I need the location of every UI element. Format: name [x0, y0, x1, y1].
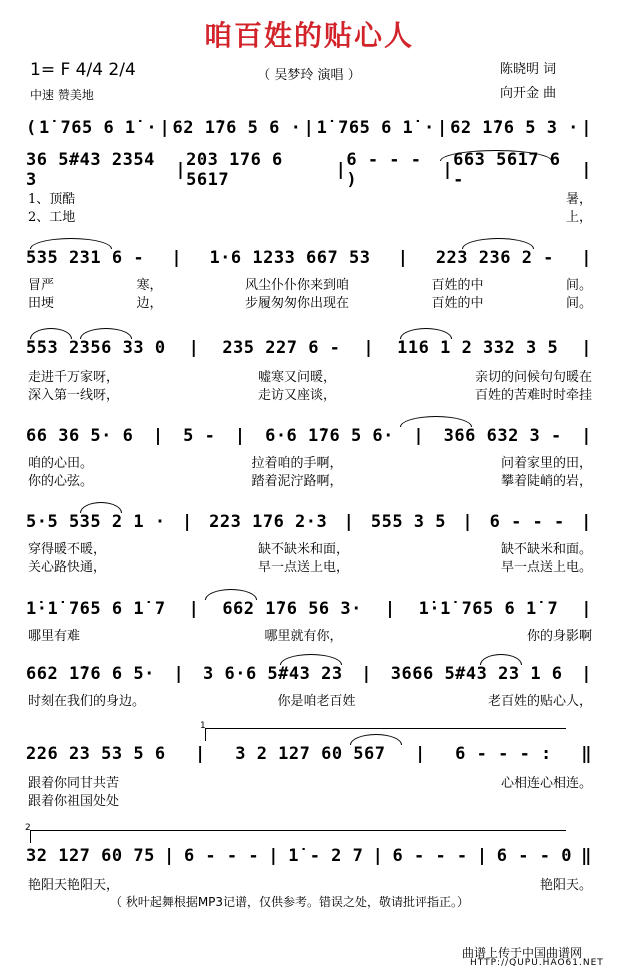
lyric-phrase: 时刻在我们的身边。 — [28, 694, 146, 709]
barline: | — [581, 664, 592, 684]
key-signature: 1= F 4/4 2/4 — [30, 60, 136, 80]
lyric-phrase: 田埂 — [28, 296, 55, 311]
measure: 3 6·6 5#43 23 — [203, 664, 343, 684]
tie-slur — [205, 589, 257, 600]
measure: 6·6 1̇76 5 6· — [265, 426, 394, 446]
notation-line — [26, 742, 592, 766]
barline: | — [581, 248, 592, 268]
barline: ‖ — [581, 744, 592, 764]
lyric-phrase: 你的心弦。 — [28, 474, 94, 489]
lyric-phrase: 嘘寒又问暖， — [257, 370, 336, 385]
barline: | — [171, 248, 183, 268]
source-url: HTTP://QUPU.HAO61.NET — [470, 958, 604, 968]
measure: 1̇·1̇ 765 6 1̇ 7 — [26, 599, 166, 619]
lyric-phrase: 跟着你同甘共苦 — [28, 776, 120, 791]
barline: | — [581, 160, 592, 180]
tie-slur — [400, 328, 452, 339]
barline: | — [181, 512, 193, 532]
barline: | — [188, 599, 200, 619]
lyric-phrase: 咱的心田。 — [28, 456, 94, 471]
lyric-phrase: 穿得暖不暖， — [28, 542, 107, 557]
lyric-phrase: 2、工地 — [28, 210, 76, 225]
singer-credit: （ 吴梦玲 演唱 ） — [257, 68, 361, 83]
measure: 1̇ 765 6 1̇ · — [39, 118, 158, 138]
lyricist-credit: 陈晓明 词 — [500, 62, 557, 77]
lyric-phrase: 早一点送上电。 — [500, 560, 592, 575]
tie-slur — [80, 502, 122, 513]
lyric-phrase: 步履匆匆你出现在 — [244, 296, 349, 311]
barline: | — [581, 118, 592, 138]
lyrics-verse-1 — [28, 538, 592, 557]
source-watermark: 曲谱上传于中国曲谱网 — [462, 946, 583, 960]
barline: | — [188, 338, 200, 358]
measure: 1·6 1233 667 53 — [209, 248, 371, 268]
barline: | — [335, 160, 347, 180]
tie-slur — [80, 328, 132, 339]
barline: ‖ — [581, 846, 592, 866]
lyric-phrase: 百姓的中 — [431, 278, 484, 293]
measure: 116 1 2 332 3 5 — [397, 338, 559, 358]
barline: | — [164, 846, 175, 866]
measure: 62 1̇76 5 6 · — [172, 118, 302, 138]
measure: 6 - - - : — [455, 744, 552, 764]
barline: | — [303, 118, 315, 138]
measure: 366 632 3 - — [443, 426, 562, 446]
barline: | — [462, 512, 474, 532]
measure: 36 5#43 2354 3 — [26, 150, 155, 190]
volta-bracket — [25, 823, 566, 843]
barline: | — [397, 248, 409, 268]
tie-slur — [30, 328, 72, 339]
lyric-phrase: 上， — [565, 210, 592, 225]
lyric-phrase: 缺不缺米和面。 — [500, 542, 592, 557]
notation-line — [26, 510, 592, 534]
tie-slur — [30, 238, 112, 249]
lyric-phrase: 哪里有难 — [28, 629, 81, 644]
lyric-phrase: 间。 — [565, 278, 592, 293]
measure: 235 227 6 - — [222, 338, 341, 358]
notation-line — [26, 424, 592, 448]
composer-credit: 向开金 曲 — [500, 86, 557, 101]
barline: | — [442, 160, 454, 180]
lyric-phrase: 哪里就有你， — [264, 629, 343, 644]
barline: | — [175, 160, 187, 180]
barline: | — [361, 664, 373, 684]
barline: | — [343, 512, 355, 532]
measure: 535 231 6 - — [26, 248, 145, 268]
measure: 226 23 53 5 6 — [26, 744, 166, 764]
tie-slur — [462, 238, 534, 249]
volta-number: 2 — [25, 823, 31, 833]
lyrics-verse-1 — [28, 772, 592, 791]
transcriber-footnote: （ 秋叶起舞根据MP3记谱，仅供参考。错误之处，敬请批评指正。） — [110, 895, 470, 909]
lyrics-verse-1 — [28, 452, 592, 471]
lyric-phrase: 1、顶酷 — [28, 192, 76, 207]
notation-line — [26, 597, 592, 621]
barline: | — [384, 599, 396, 619]
lyrics-verse-2 — [28, 384, 592, 403]
measure: 553 2356 33 0 — [26, 338, 166, 358]
notation-line — [26, 844, 592, 868]
barline: | — [195, 744, 206, 764]
lyrics-verse-1 — [28, 625, 592, 644]
barline: | — [581, 426, 592, 446]
measure: 1̇ 765 6 1̇ · — [316, 118, 435, 138]
measure: 32 127 60 75 — [26, 846, 155, 866]
barline: | — [159, 118, 171, 138]
lyric-phrase: 冒严 — [28, 278, 55, 293]
measure: 555 3 5 — [370, 512, 446, 532]
measure: 6 - - - — [489, 512, 565, 532]
lyric-phrase: 你的身影啊 — [526, 629, 592, 644]
tie-slur — [280, 654, 342, 665]
notation-line — [26, 336, 592, 360]
lyric-phrase: 寒， — [136, 278, 163, 293]
lyric-phrase: 心相连心相连。 — [500, 776, 592, 791]
barline: | — [173, 664, 185, 684]
barline: | — [581, 338, 592, 358]
lyric-phrase: 老百姓的贴心人， — [487, 694, 592, 709]
lyrics-verse-1 — [28, 874, 592, 893]
measure: ( — [26, 118, 37, 138]
volta-number: 1 — [200, 721, 206, 731]
lyric-phrase: 攀着陡峭的岩， — [500, 474, 592, 489]
measure: 662 1̇76 6 5· — [26, 664, 155, 684]
measure: 62 1̇76 5 3 · — [450, 118, 579, 138]
notation-line — [26, 246, 592, 270]
notation-line — [26, 662, 592, 686]
lyric-phrase: 亲切的问候句句暖在 — [474, 370, 592, 385]
barline: | — [152, 426, 164, 446]
notation-line — [26, 150, 592, 190]
lyric-phrase: 边， — [136, 296, 163, 311]
measure: 663 5617 6 - — [453, 150, 561, 190]
measure: 5·5 535 2 1 · — [26, 512, 166, 532]
barline: | — [413, 426, 425, 446]
lyrics-verse-1 — [28, 366, 592, 385]
lyric-phrase: 风尘仆仆你来到咱 — [244, 278, 349, 293]
lyrics-verse-2 — [28, 206, 592, 225]
lyrics-verse-2 — [28, 470, 592, 489]
lyric-phrase: 走访又座谈， — [257, 388, 336, 403]
measure: 6 - - 0 — [496, 846, 572, 866]
lyrics-verse-1 — [28, 274, 592, 293]
measure: 5 - — [183, 426, 216, 446]
lyric-phrase: 踏着泥泞路啊， — [251, 474, 343, 489]
barline: | — [581, 512, 592, 532]
lyric-phrase: 间。 — [565, 296, 592, 311]
lyric-phrase: 百姓的中 — [431, 296, 484, 311]
lyric-phrase: 深入第一线呀， — [28, 388, 120, 403]
measure: 6 - - - — [183, 846, 260, 866]
tie-slur — [480, 654, 522, 665]
measure: 1̇·1̇ 765 6 1̇ 7 — [418, 599, 559, 619]
measure: 662 1̇76 56 3· — [222, 599, 362, 619]
measure: 6 - - - — [392, 846, 468, 866]
lyric-phrase: 早一点送上电， — [257, 560, 349, 575]
lyric-phrase: 你是咱老百姓 — [277, 694, 356, 709]
barline: | — [372, 846, 384, 866]
lyrics-verse-2 — [28, 790, 592, 809]
measure: 6 - - - ) — [346, 150, 422, 190]
barline: | — [234, 426, 246, 446]
lyric-phrase: 关心路快通， — [28, 560, 107, 575]
lyric-phrase: 问着家里的田， — [500, 456, 592, 471]
lyric-phrase: 艳阳天艳阳天， — [28, 878, 120, 893]
lyric-phrase: 走进千万家呀， — [28, 370, 120, 385]
tie-slur — [400, 416, 472, 427]
lyrics-verse-2 — [28, 556, 592, 575]
measure: 223 236 2 - — [435, 248, 554, 268]
barline: | — [437, 118, 448, 138]
tempo-marking: 中速 赞美地 — [30, 88, 94, 102]
barline: | — [268, 846, 280, 866]
measure: 3 2 127 60 567 — [235, 744, 386, 764]
lyrics-verse-1 — [28, 188, 592, 207]
lyric-phrase: 拉着咱的手啊， — [251, 456, 343, 471]
lyric-phrase: 缺不缺米和面， — [257, 542, 349, 557]
barline: | — [476, 846, 488, 866]
lyric-phrase: 百姓的苦难时时牵挂 — [474, 388, 592, 403]
notation-line — [26, 116, 592, 140]
measure: 1̇ - 2 7 — [288, 846, 364, 866]
lyric-phrase: 艳阳天。 — [539, 878, 592, 893]
lyric-phrase: 暑， — [565, 192, 592, 207]
lyric-phrase: 跟着你祖国处处 — [28, 794, 120, 809]
measure: 3666 5#43 23 1 6 — [390, 664, 563, 684]
lyrics-verse-2 — [28, 292, 592, 311]
barline: | — [363, 338, 375, 358]
measure: 66 36 5· 6 — [26, 426, 134, 446]
barline: | — [414, 744, 426, 764]
song-title: 咱百姓的贴心人 — [203, 19, 414, 52]
measure: 223 176 2·3 — [209, 512, 328, 532]
barline: | — [581, 599, 592, 619]
measure: 203 176 6 5617 — [186, 150, 283, 190]
lyrics-verse-1 — [28, 690, 592, 709]
